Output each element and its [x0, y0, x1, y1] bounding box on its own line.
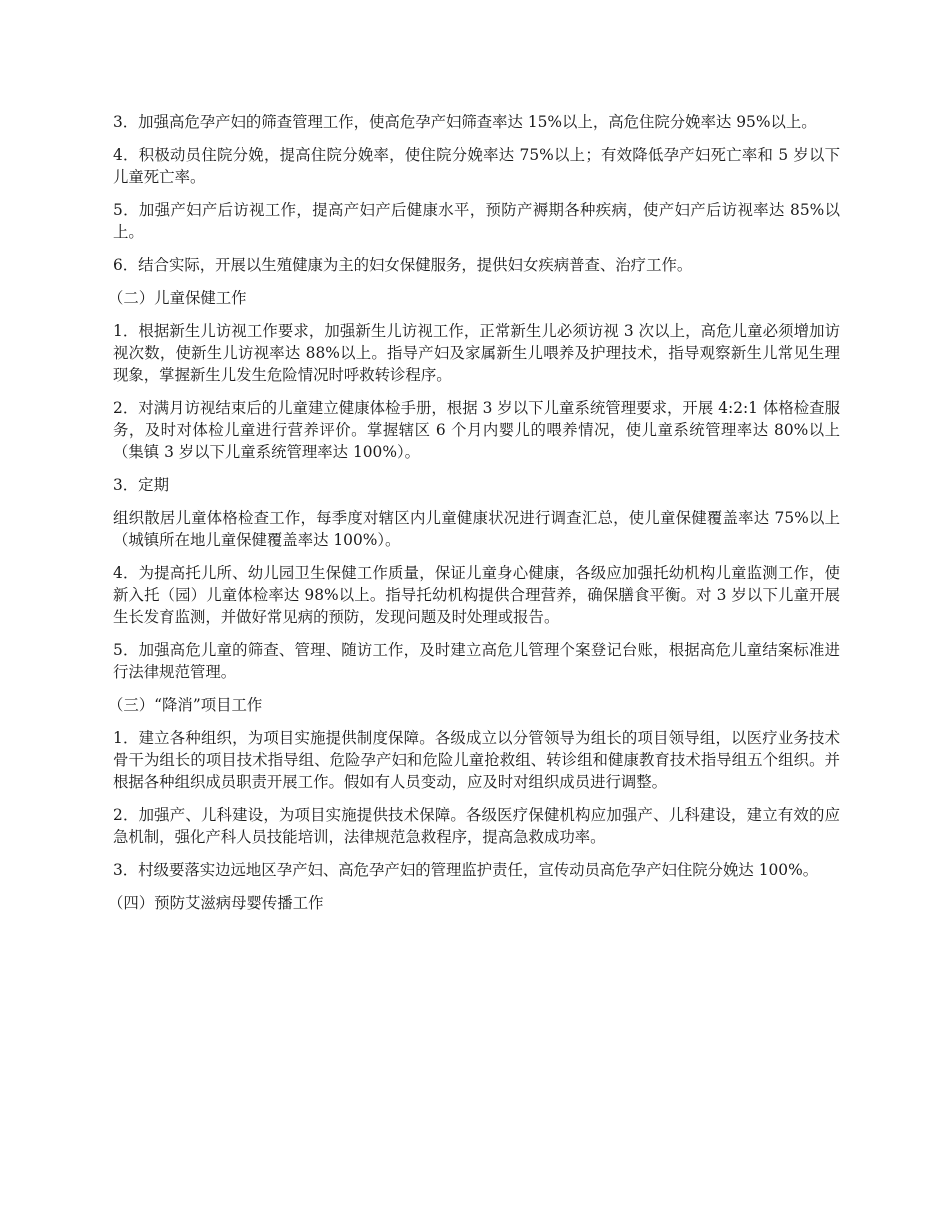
paragraph-5-postpartum-visits: 5．加强产妇产后访视工作，提高产妇产后健康水平，预防产褥期各种疾病，使产妇产后访视率达 85%以上。 — [113, 201, 840, 241]
paragraph-6-womens-health: 6．结合实际，开展以生殖健康为主的妇女保健服务，提供妇女疾病普查、治疗工作。 — [113, 256, 693, 274]
section-heading-aids-prevention: （四）预防艾滋病母婴传播工作 — [108, 894, 324, 912]
paragraph-3-village-level: 3．村级要落实边远地区孕产妇、高危孕产妇的管理监护责任，宣传动员高危孕产妇住院分娩达 100%。 — [113, 861, 819, 879]
document-body — [108, 111, 840, 925]
paragraph-periodic-checkups: 组织散居儿童体格检查工作，每季度对辖区内儿童健康状况进行调查汇总，使儿童保健覆盖率达 75%以上（城镇所在地儿童保健覆盖率达 100%）。 — [113, 509, 840, 549]
paragraph-2-obstetrics-pediatrics: 2．加强产、儿科建设，为项目实施提供技术保障。各级医疗保健机构应加强产、儿科建设，建立有效的应急机制，强化产科人员技能培训，法律规范急救程序，提高急救成功率。 — [113, 806, 840, 846]
paragraph-1-newborn-visits: 1．根据新生儿访视工作要求，加强新生儿访视工作，正常新生儿必须访视 3 次以上，高危儿童必须增加访视次数，使新生儿访视率达 88%以上。指导产妇及家属新生儿喂养及护理技术，指导观察新生儿常见生理现象，掌握新生儿发生危险情况时呼救转诊程序。 — [113, 322, 840, 384]
paragraph-3-high-risk-screening: 3．加强高危孕产妇的筛查管理工作，使高危孕产妇筛查率达 15%以上，高危住院分娩率达 95%以上。 — [113, 113, 817, 131]
paragraph-2-health-records: 2．对满月访视结束后的儿童建立健康体检手册，根据 3 岁以下儿童系统管理要求，开展 4:2:1 体格检查服务，及时对体检儿童进行营养评价。掌握辖区 6 个月内婴儿的喂养情况，使儿童系统管理率达 80%以上（集镇 3 岁以下儿童系统管理率达 100%）。 — [113, 399, 840, 461]
paragraph-4-kindergarten-health: 4．为提高托儿所、幼儿园卫生保健工作质量，保证儿童身心健康，各级应加强托幼机构儿童监测工作，使新入托（园）儿童体检率达 98%以上。指导托幼机构提供合理营养，确保膳食平衡。对 3 岁以下儿童开展生长发育监测，并做好常见病的预防，发现问题及时处理或报告。 — [113, 564, 840, 626]
paragraph-5-high-risk-children: 5．加强高危儿童的筛查、管理、随访工作，及时建立高危儿管理个案登记台账，根据高危儿童结案标准进行法律规范管理。 — [113, 641, 840, 681]
section-heading-project-work: （三）“降消”项目工作 — [108, 696, 263, 714]
paragraph-3-periodic: 3．定期 — [113, 476, 169, 494]
paragraph-1-organizations: 1．建立各种组织，为项目实施提供制度保障。各级成立以分管领导为组长的项目领导组，以医疗业务技术骨干为组长的项目技术指导组、危险孕产妇和危险儿童抢救组、转诊组和健康教育技术指导组五个组织。并根据各种组织成员职责开展工作。假如有人员变动，应及时对组织成员进行调整。 — [113, 729, 840, 791]
paragraph-4-hospital-delivery: 4．积极动员住院分娩，提高住院分娩率，使住院分娩率达 75%以上；有效降低孕产妇死亡率和 5 岁以下儿童死亡率。 — [113, 146, 840, 186]
section-heading-child-health: （二）儿童保健工作 — [108, 289, 247, 307]
